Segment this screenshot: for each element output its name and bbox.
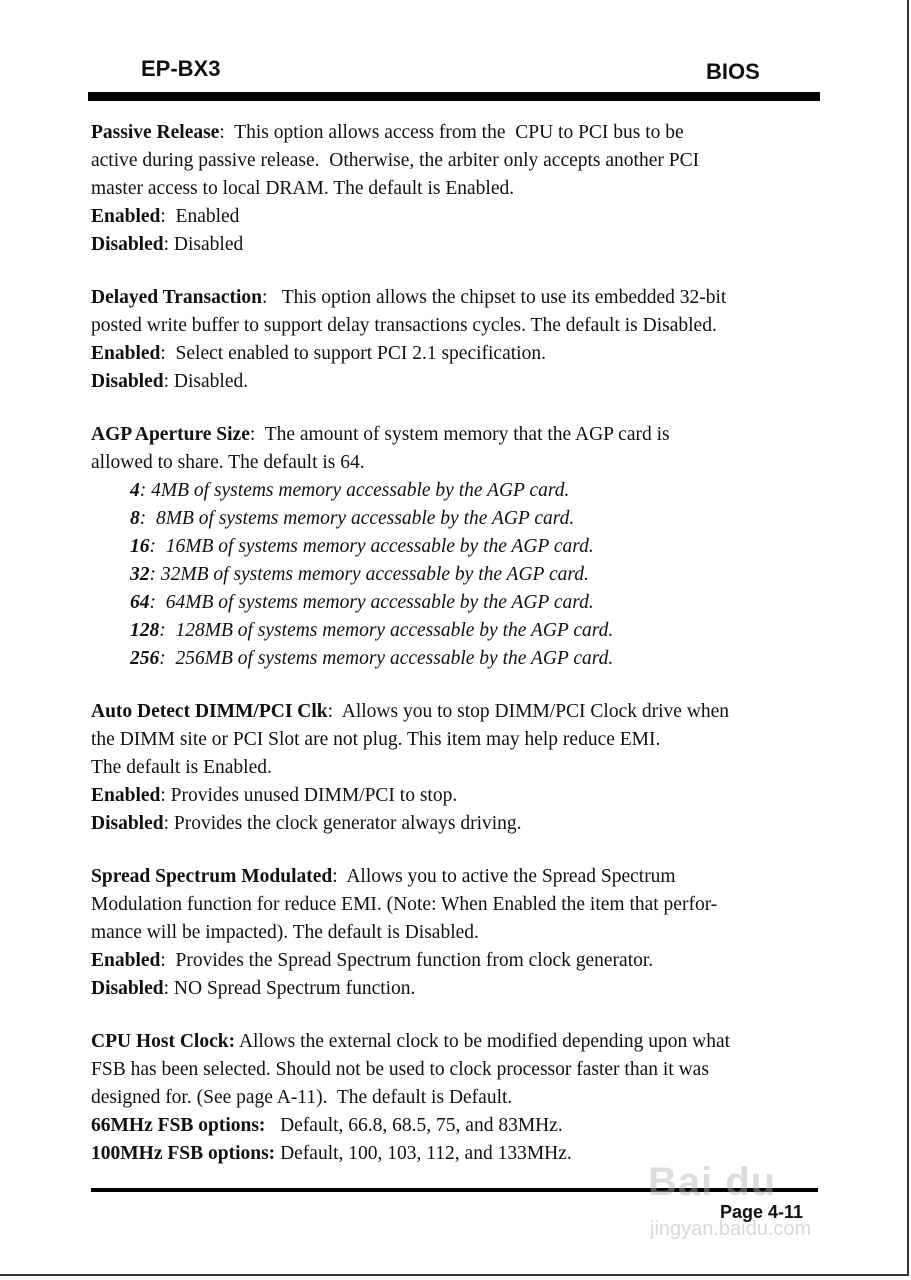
text-line [91,1112,831,1140]
text-span: : 256MB of systems memory accessable by the AGP card. [159,648,614,669]
text-span: : Disabled [163,234,244,255]
list-item [91,477,831,505]
text-span: : The amount of system memory that the AGP card is [249,424,670,445]
text-span: : Provides the clock generator always driving. [163,813,522,834]
section-agp-aperture-size [91,421,831,673]
text-line [91,231,831,259]
section-cpu-host-clock [91,1028,831,1168]
text-line [91,421,831,449]
term-label: Disabled [91,234,164,255]
text-span: Modulation function for reduce EMI. (Note: When Enabled the item that perfor- [91,894,718,915]
text-span: : 32MB of systems memory accessable by the AGP card. [149,564,589,585]
text-line [91,891,831,919]
section-delayed-transaction [91,284,831,396]
text-span: : Allows you to active the Spread Spectrum [332,866,676,887]
term-label: CPU Host Clock: [91,1031,236,1052]
term-label: 64 [130,592,150,613]
text-span: : 4MB of systems memory accessable by the AGP card. [139,480,570,501]
text-line [91,726,831,754]
term-label: Enabled [91,950,161,971]
term-label: 32 [130,564,150,585]
text-span: master access to local DRAM. The default is Enabled. [91,178,515,199]
header-chapter: BIOS [706,59,760,84]
term-label: Enabled [91,206,161,227]
text-line [91,1084,831,1112]
text-line [91,368,831,396]
header-model: EP-BX3 [141,56,221,81]
term-label: 16 [130,536,150,557]
text-line [91,754,831,782]
text-line [91,119,831,147]
term-label: Enabled [91,785,161,806]
term-label: 4 [130,480,140,501]
section-auto-detect-dimm-pci-clk [91,698,831,838]
term-label: 8 [130,508,140,529]
text-span: posted write buffer to support delay transactions cycles. The default is Disabled. [91,315,717,336]
page-number: Page 4-11 [720,1202,804,1222]
text-line [91,340,831,368]
text-span: : Provides the Spread Spectrum function from clock generator. [160,950,654,971]
text-line [91,919,831,947]
text-line [91,863,831,891]
text-line [91,782,831,810]
term-label: 100MHz FSB options: [91,1143,276,1164]
text-span: : Disabled. [163,371,249,392]
text-span: mance will be impacted). The default is Disabled. [91,922,479,943]
text-span: : Enabled [160,206,240,227]
term-label: Spread Spectrum Modulated [91,866,333,887]
text-span: : 128MB of systems memory accessable by the AGP card. [159,620,614,641]
text-span: the DIMM site or PCI Slot are not plug. This item may help reduce EMI. [91,729,661,750]
watermark-logo: Bai du [648,1160,777,1204]
text-span: : 64MB of systems memory accessable by the AGP card. [149,592,594,613]
term-label: 256 [130,648,160,669]
term-label: Disabled [91,978,164,999]
term-label: 66MHz FSB options: [91,1115,266,1136]
header-rule [88,92,820,101]
text-line [91,947,831,975]
list-item [91,561,831,589]
text-line [91,203,831,231]
text-line [91,1056,831,1084]
term-label: Disabled [91,813,164,834]
list-item [91,589,831,617]
list-item [91,617,831,645]
text-span: allowed to share. The default is 64. [91,452,365,473]
term-label: 128 [130,620,160,641]
text-span: : NO Spread Spectrum function. [163,978,416,999]
text-line [91,175,831,203]
text-span: : This option allows the chipset to use its embedded 32-bit [262,287,727,308]
term-label: Auto Detect DIMM/PCI Clk [91,701,328,722]
text-line [91,810,831,838]
text-line [91,284,831,312]
list-item [91,533,831,561]
text-span: Default, 100, 103, 112, and 133MHz. [275,1143,572,1164]
document-body [91,119,831,1193]
watermark-url: jingyan.baidu.com [650,1218,812,1240]
text-line [91,449,831,477]
text-line [91,975,831,1003]
text-line [91,698,831,726]
text-span: designed for. (See page A-11). The default is Default. [91,1087,513,1108]
text-span: Allows the external clock to be modified depending upon what [235,1031,731,1052]
term-label: Passive Release [91,122,220,143]
text-span: : Allows you to stop DIMM/PCI Clock drive when [327,701,730,722]
text-line [91,1028,831,1056]
list-item [91,505,831,533]
text-line [91,312,831,340]
list-item [91,645,831,673]
text-span: : 8MB of systems memory accessable by the AGP card. [139,508,575,529]
text-span: The default is Enabled. [91,757,272,778]
text-span: : This option allows access from the CPU to PCI bus to be [219,122,684,143]
text-span: active during passive release. Otherwise, the arbiter only accepts another PCI [91,150,700,171]
term-label: Disabled [91,371,164,392]
term-label: Enabled [91,343,161,364]
text-span: Default, 66.8, 68.5, 75, and 83MHz. [265,1115,563,1136]
section-spread-spectrum-modulated [91,863,831,1003]
text-span: : Select enabled to support PCI 2.1 specification. [160,343,546,364]
term-label: Delayed Transaction [91,287,262,308]
text-span: : Provides unused DIMM/PCI to stop. [160,785,458,806]
text-line [91,147,831,175]
text-span: FSB has been selected. Should not be used to clock processor faster than it was [91,1059,709,1080]
term-label: AGP Aperture Size [91,424,250,445]
text-span: : 16MB of systems memory accessable by the AGP card. [149,536,594,557]
section-passive-release [91,119,831,259]
